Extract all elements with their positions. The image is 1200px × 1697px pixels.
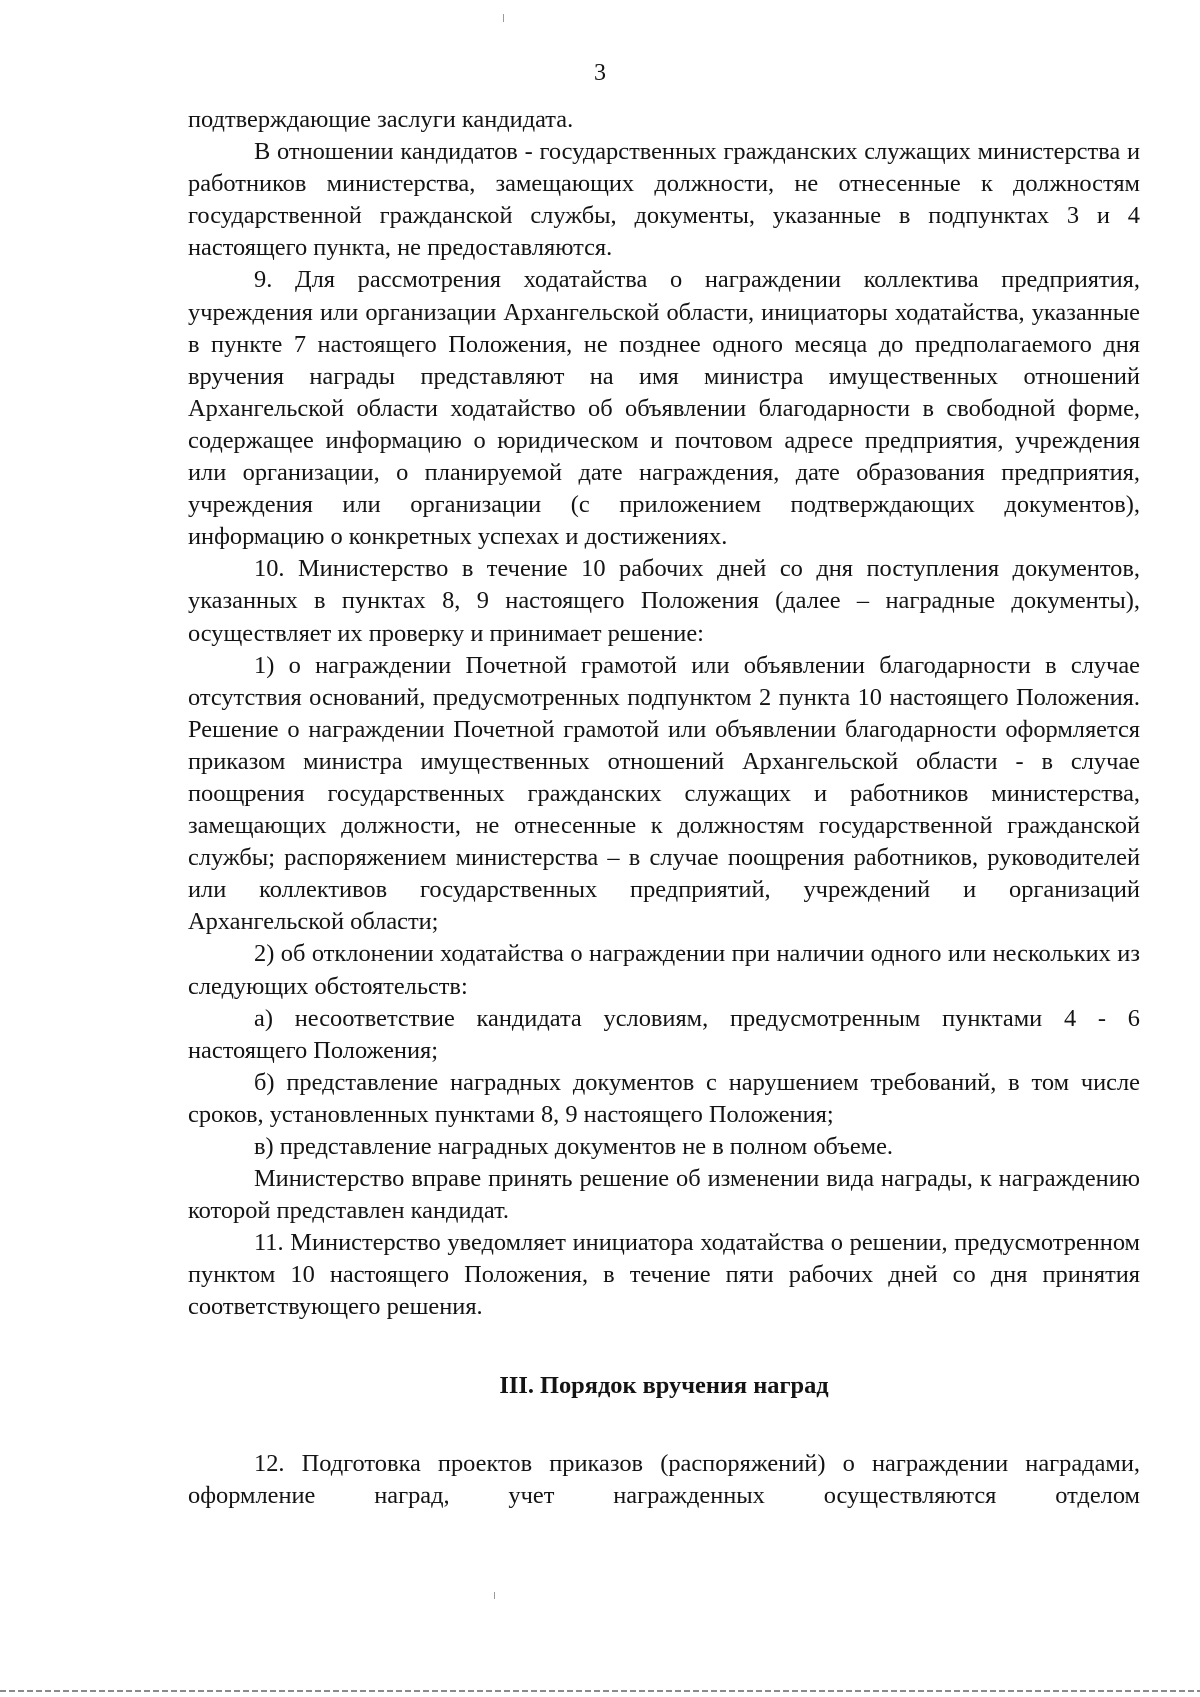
paragraph-item-9: 9. Для рассмотрения ходатайства о награждении коллектива предприятия, учреждения или организации Архангельской области, инициаторы ходатайства, указанные в пункте 7 настоящего Положения, не позднее одного месяца до предполагаемого дня вручения награды представляют на имя министра имущественных отношений Архангельской области ходатайство об объявлении благодарности в свободной форме, содержащее информацию о юридическом и почтовом адресе предприятия, учреждения или организации, о планируемой дате награждения, дате образования предприятия, учреждения или организации (с приложением подтверждающих документов), информацию о конкретных успехах и достижениях.: [188, 266, 1140, 551]
paragraph-award-change: Министерство вправе принять решение об изменении вида награды, к награждению которой представлен кандидат.: [188, 1165, 1140, 1225]
paragraph-subitem-a: а) несоответствие кандидата условиям, предусмотренным пунктами 4 - 6 настоящего Положения;: [188, 1004, 1140, 1064]
scan-artifact-mark: [503, 14, 504, 22]
paragraph-continuation: подтверждающие заслуги кандидата.: [188, 106, 574, 133]
document-body: [188, 104, 1140, 1512]
page-number: 3: [594, 60, 606, 86]
paragraph-subitem-10-2: 2) об отклонении ходатайства о награждении при наличии одного или нескольких из следующих обстоятельств:: [188, 940, 1140, 1000]
paragraph-item-10: 10. Министерство в течение 10 рабочих дней со дня поступления документов, указанных в пунктах 8, 9 настоящего Положения (далее – наградные документы), осуществляет их проверку и принимает решение:: [188, 555, 1140, 647]
paragraph-subitem-b: б) представление наградных документов с нарушением требований, в том числе сроков, установленных пунктами 8, 9 настоящего Положения;: [188, 1068, 1140, 1128]
scan-bottom-edge: [0, 1690, 1200, 1692]
paragraph-item-12: 12. Подготовка проектов приказов (распоряжений) о награждении наградами, оформление наград, учет награжденных осуществляются отделом: [188, 1449, 1140, 1509]
paragraph-subitem-10-1: 1) о награждении Почетной грамотой или объявлении благодарности в случае отсутствия оснований, предусмотренных подпунктом 2 пункта 10 настоящего Положения. Решение о награждении Почетной грамотой или объявлении благодарности оформляется приказом министра имущественных отношений Архангельской области - в случае поощрения государственных гражданских служащих и работников министерства, замещающих должности, не отнесенные к должностям государственной гражданской службы; распоряжением министерства – в случае поощрения работников, руководителей или коллективов государственных предприятий, учреждений и организаций Архангельской области;: [188, 651, 1140, 936]
paragraph-subitem-v: в) представление наградных документов не в полном объеме.: [254, 1133, 894, 1160]
section-heading: III. Порядок вручения наград: [499, 1371, 829, 1399]
scan-artifact-dot: [494, 1592, 495, 1599]
paragraph-civil-servants-note: В отношении кандидатов - государственных гражданских служащих министерства и работников министерства, замещающих должности, не отнесенные к должностям государственной гражданской службы, документы, указанные в подпунктах 3 и 4 настоящего пункта, не предоставляются.: [188, 138, 1140, 262]
paragraph-item-11: 11. Министерство уведомляет инициатора ходатайства о решении, предусмотренном пунктом 10 настоящего Положения, в течение пяти рабочих дней со дня принятия соответствующего решения.: [188, 1229, 1140, 1321]
